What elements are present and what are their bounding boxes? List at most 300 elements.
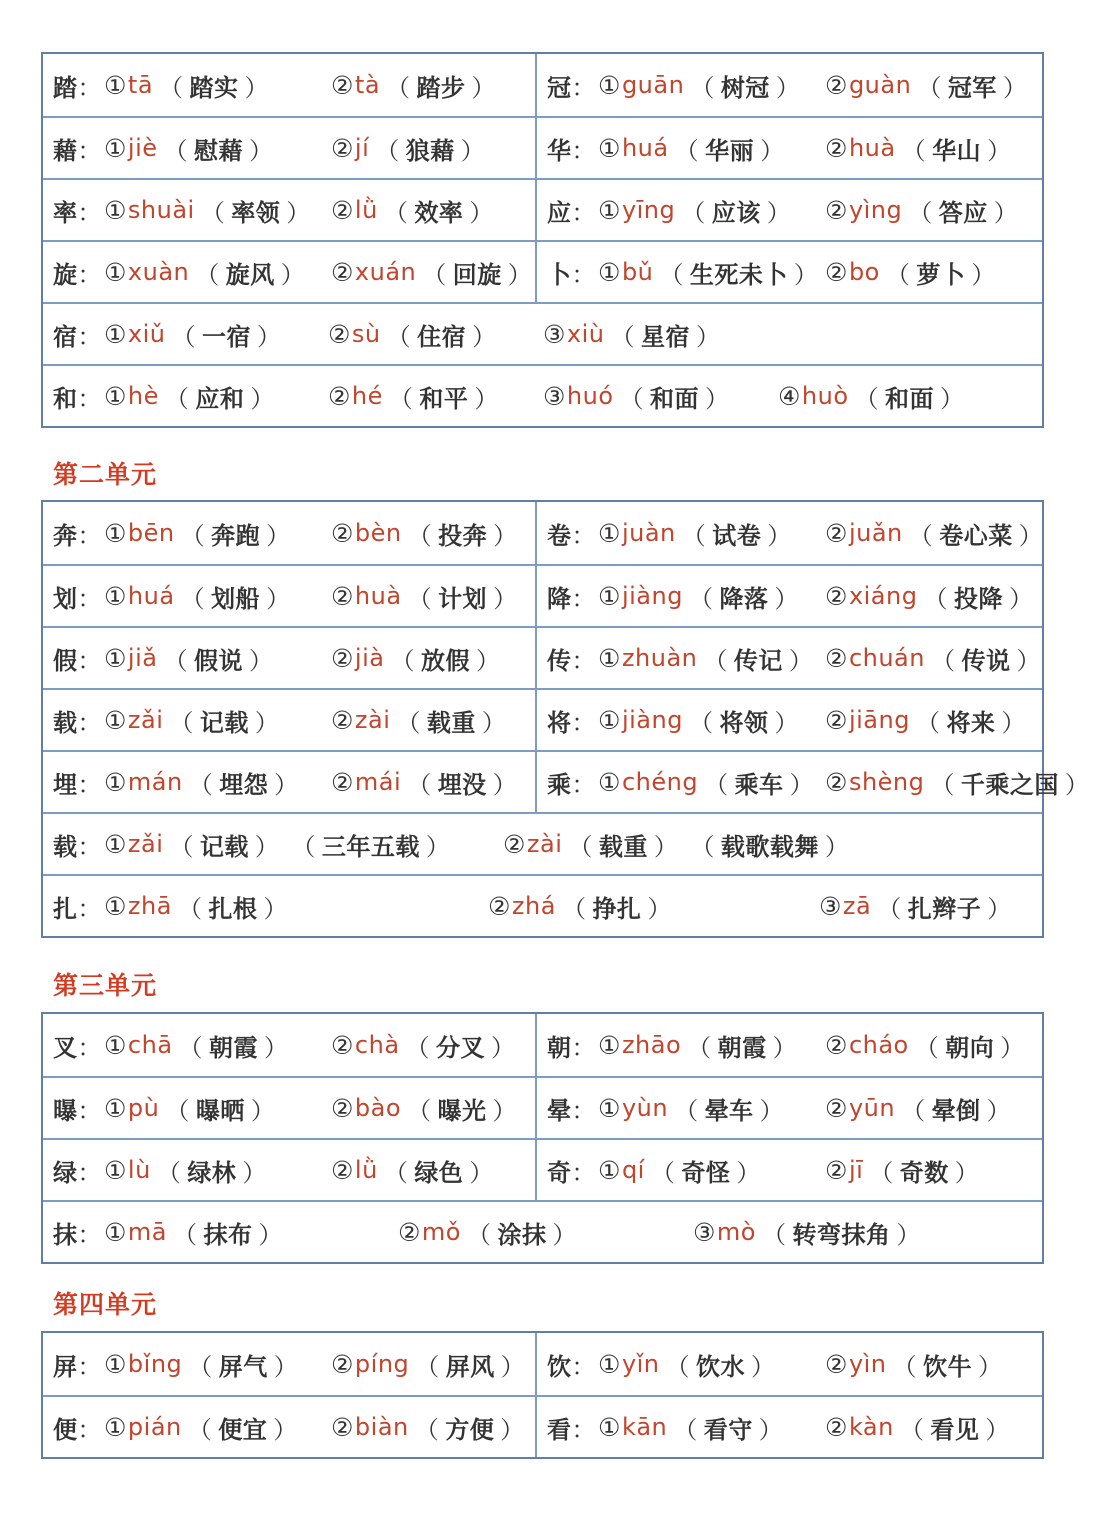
table-row: [43, 178, 1042, 240]
paren-close: ）: [1016, 646, 1041, 675]
paren-open: （: [396, 708, 421, 737]
polyphonic-char: 将: [547, 708, 572, 737]
paren-close: ）: [254, 708, 280, 737]
paren-open: （: [885, 260, 911, 289]
paren-open: （: [923, 584, 948, 613]
paren-open: （: [291, 832, 316, 861]
char-cell: [43, 1140, 535, 1200]
example-word: 绿林: [187, 1158, 237, 1187]
paren-close: ）: [647, 894, 672, 923]
example-word: 涂抹: [497, 1220, 547, 1249]
paren-close: ）: [425, 832, 451, 861]
paren-open: （: [690, 832, 715, 861]
paren-close: ）: [274, 770, 299, 799]
paren-open: （: [869, 1158, 894, 1187]
example-word: 曝光: [437, 1096, 487, 1125]
table-row: [43, 240, 1042, 302]
pinyin: xiáng: [848, 582, 918, 610]
paren-open: （: [173, 1220, 198, 1249]
paren-open: （: [163, 136, 189, 165]
colon: ：: [571, 708, 597, 737]
table-row: [43, 1014, 1042, 1076]
reading-item: [825, 1078, 1017, 1138]
pinyin: huà: [848, 134, 896, 162]
paren-close: ）: [1018, 521, 1044, 550]
reading-number: ②: [825, 257, 848, 287]
example-word: 卷心菜: [939, 521, 1013, 550]
paren-open: （: [414, 1415, 440, 1444]
pinyin: pián: [127, 1413, 182, 1441]
reading-number: ②: [331, 1030, 354, 1060]
pinyin: xuàn: [127, 258, 190, 286]
example-word: 和面: [885, 384, 935, 413]
paren-open: （: [195, 260, 220, 289]
paren-open: （: [156, 1158, 182, 1187]
reading-number: ②: [488, 891, 511, 921]
colon: ：: [571, 136, 597, 165]
reading-number: ②: [825, 1349, 848, 1379]
paren-open: （: [877, 894, 902, 923]
pinyin: zhuàn: [621, 644, 698, 672]
reading-number: ①: [104, 70, 127, 100]
char-cell: [535, 1397, 1042, 1457]
reading-item: [547, 54, 806, 116]
reading-item: [547, 1140, 767, 1200]
reading-item: [331, 628, 506, 688]
paren-close: ）: [280, 260, 306, 289]
pinyin: mái: [354, 768, 402, 796]
example-word: 抹布: [203, 1220, 253, 1249]
reading-number: ①: [104, 705, 127, 735]
example-word: 载重: [426, 708, 476, 737]
paren-open: （: [180, 521, 206, 550]
reading-number: ②: [825, 581, 848, 611]
example-word: 生死未卜: [689, 260, 788, 289]
reading-number: ①: [104, 1155, 127, 1185]
pinyin: zhá: [511, 892, 556, 920]
paren-close: ）: [774, 584, 799, 613]
reading-item: [331, 1140, 500, 1200]
reading-item: [398, 1202, 583, 1262]
colon: ：: [77, 584, 102, 613]
paren-open: （: [180, 584, 206, 613]
paren-close: ）: [273, 1415, 298, 1444]
paren-close: ）: [492, 1096, 518, 1125]
example-word: 记载: [199, 708, 249, 737]
reading-number: ①: [598, 1155, 621, 1185]
pinyin: shèng: [848, 768, 925, 796]
colon: ：: [77, 73, 102, 102]
pinyin: huó: [566, 382, 614, 410]
pinyin: mán: [127, 768, 183, 796]
polyphonic-char: 奇: [547, 1158, 572, 1187]
reading-item: [543, 366, 736, 426]
reading-item: [53, 628, 279, 688]
char-cell: [535, 180, 1042, 240]
paren-close: ）: [705, 384, 730, 413]
paren-open: （: [561, 894, 587, 923]
table-row: [43, 688, 1042, 750]
polyphonic-char: 晕: [547, 1096, 572, 1125]
reading-item: [547, 628, 819, 688]
example-word: 朝向: [945, 1033, 995, 1062]
reading-item: [53, 304, 288, 364]
colon: ：: [77, 1096, 102, 1125]
pinyin: kàn: [848, 1413, 894, 1441]
example-word: 踏步: [416, 73, 466, 102]
example-word: 曝晒: [195, 1096, 245, 1125]
reading-item: [547, 502, 798, 564]
table-row: [43, 812, 1042, 874]
pinyin: lǜ: [354, 1156, 378, 1184]
char-cell: [535, 242, 1042, 302]
example-word: 看见: [930, 1415, 980, 1444]
reading-item: [547, 1014, 803, 1076]
paren-close: ）: [987, 136, 1012, 165]
char-cell: [43, 180, 535, 240]
example-word: 和平: [419, 384, 469, 413]
reading-number: ②: [331, 70, 354, 100]
colon: ：: [77, 521, 102, 550]
polyphonic-char: 看: [547, 1415, 572, 1444]
polyphonic-char: 便: [53, 1415, 78, 1444]
pinyin: mā: [127, 1218, 168, 1246]
reading-number: ③: [693, 1217, 716, 1247]
reading-item: [547, 690, 805, 750]
reading-number: ③: [543, 381, 566, 411]
char-cell: [535, 690, 1042, 750]
example-word: 奇怪: [681, 1158, 731, 1187]
paren-open: （: [687, 1033, 712, 1062]
reading-item: [825, 1140, 985, 1200]
reading-item: [331, 1397, 531, 1457]
paren-open: （: [892, 1352, 918, 1381]
colon: ：: [571, 1096, 597, 1125]
paren-close: ）: [1002, 73, 1028, 102]
paren-close: ）: [987, 894, 1012, 923]
paren-close: ）: [500, 1352, 526, 1381]
reading-number: ②: [331, 767, 354, 797]
example-word: 慰藉: [194, 136, 244, 165]
reading-item: [331, 566, 524, 626]
pinyin: xuán: [354, 258, 417, 286]
reading-item: [331, 752, 523, 812]
example-word: 划船: [211, 584, 261, 613]
pinyin: jí: [354, 134, 370, 162]
paren-open: （: [200, 198, 226, 227]
reading-item: [53, 1397, 304, 1457]
paren-close: ）: [475, 646, 501, 675]
polyphonic-char: 冠: [547, 73, 572, 102]
char-cell: [43, 366, 1042, 426]
paren-close: ）: [242, 1158, 267, 1187]
paren-close: ）: [793, 260, 819, 289]
pinyin: zǎi: [127, 830, 164, 858]
colon: ：: [77, 198, 102, 227]
example-word: 住宿: [417, 322, 467, 351]
reading-item: [53, 54, 275, 116]
reading-number: ①: [598, 195, 621, 225]
char-cell: [43, 1202, 1042, 1262]
example-word: 晕倒: [931, 1096, 981, 1125]
reading-number: ②: [331, 581, 354, 611]
pinyin: juǎn: [848, 519, 903, 547]
pinyin: xiǔ: [127, 320, 166, 348]
reading-item: [547, 242, 824, 302]
reading-item: [53, 180, 317, 240]
reading-item: [825, 690, 1032, 750]
example-word: 奇数: [899, 1158, 949, 1187]
example-word: 屏风: [445, 1352, 495, 1381]
reading-item: [331, 180, 500, 240]
paren-close: ）: [460, 136, 486, 165]
paren-open: （: [187, 1415, 213, 1444]
reading-number: ①: [598, 518, 621, 548]
polyphonic-char: 叉: [53, 1033, 78, 1062]
pinyin: sù: [351, 320, 381, 348]
paren-close: ）: [273, 1352, 299, 1381]
reading-item: [331, 118, 491, 178]
example-word: 便宜: [218, 1415, 268, 1444]
pinyin: guàn: [848, 71, 912, 99]
pinyin: jiǎ: [127, 644, 158, 672]
paren-close: ）: [789, 770, 815, 799]
table-row: [43, 564, 1042, 626]
unit1-table: [41, 52, 1044, 428]
reading-number: ①: [598, 643, 621, 673]
example-word: 载歌载舞: [720, 832, 819, 861]
char-cell: [43, 814, 1042, 874]
table-row: [43, 1395, 1042, 1457]
paren-close: ）: [986, 1096, 1012, 1125]
reading-item: [825, 502, 1049, 564]
colon: ：: [77, 646, 102, 675]
paren-open: （: [930, 646, 956, 675]
example-word: 一宿: [202, 322, 252, 351]
example-word: 绿色: [414, 1158, 464, 1187]
paren-open: （: [165, 1096, 190, 1125]
reading-item: [331, 1333, 531, 1395]
paren-close: ）: [254, 832, 280, 861]
reading-item: [825, 118, 1018, 178]
char-cell: [535, 566, 1042, 626]
pinyin: yīng: [621, 196, 676, 224]
example-word: 记载: [199, 832, 249, 861]
pinyin: zài: [354, 706, 391, 734]
reading-number: ②: [825, 70, 848, 100]
reading-item: [331, 502, 524, 564]
paren-close: ）: [481, 708, 507, 737]
pinyin: yìn: [848, 1350, 887, 1378]
reading-number: ①: [104, 643, 127, 673]
paren-close: ）: [696, 322, 721, 351]
paren-open: （: [568, 832, 593, 861]
char-cell: [535, 1078, 1042, 1138]
char-cell: [535, 1014, 1042, 1076]
paren-close: ）: [263, 894, 288, 923]
example-word: 投奔: [438, 521, 488, 550]
reading-number: ①: [104, 1217, 127, 1247]
example-word: 将领: [719, 708, 769, 737]
paren-close: ）: [1008, 584, 1034, 613]
paren-close: ）: [249, 136, 274, 165]
reading-number: ①: [598, 133, 621, 163]
table-row: [43, 1200, 1042, 1262]
example-word: 饮牛: [923, 1352, 973, 1381]
polyphonic-char: 抹: [53, 1220, 78, 1249]
paren-open: （: [178, 1033, 204, 1062]
reading-item: [53, 752, 305, 812]
pinyin: juàn: [621, 519, 676, 547]
paren-close: ）: [474, 384, 499, 413]
paren-close: ）: [759, 1096, 785, 1125]
reading-item: [547, 1397, 789, 1457]
paren-close: ）: [971, 260, 996, 289]
table-row: [43, 1076, 1042, 1138]
reading-item: [53, 1014, 295, 1076]
pinyin: jiāng: [848, 706, 910, 734]
example-word: 效率: [414, 198, 464, 227]
reading-number: ②: [825, 643, 848, 673]
paren-close: ）: [1001, 708, 1026, 737]
paren-open: （: [688, 708, 714, 737]
reading-number: ②: [331, 705, 354, 735]
reading-item: [547, 118, 791, 178]
reading-number: ③: [819, 891, 842, 921]
example-word: 放假: [420, 646, 470, 675]
paren-close: ）: [469, 198, 494, 227]
example-word: 旋风: [225, 260, 275, 289]
table-row: [43, 626, 1042, 688]
paren-close: ）: [766, 198, 792, 227]
example-word: 率领: [231, 198, 281, 227]
table-row: [43, 1333, 1042, 1395]
reading-number: ①: [104, 518, 127, 548]
pinyin: cháo: [848, 1031, 909, 1059]
reading-item: [825, 54, 1033, 116]
colon: ：: [77, 1415, 102, 1444]
paren-open: （: [674, 136, 700, 165]
paren-close: ）: [264, 1033, 289, 1062]
example-word: 和面: [650, 384, 700, 413]
example-word: 应和: [195, 384, 245, 413]
pinyin: guān: [621, 71, 685, 99]
paren-open: （: [177, 894, 203, 923]
pinyin: bèn: [354, 519, 402, 547]
polyphonic-char: 华: [547, 136, 572, 165]
reading-number: ②: [825, 705, 848, 735]
colon: ：: [77, 136, 102, 165]
reading-item: [819, 876, 1018, 936]
char-cell: [535, 118, 1042, 178]
reading-number: ②: [398, 1217, 421, 1247]
pinyin: yǐn: [621, 1350, 660, 1378]
paren-open: （: [688, 584, 714, 613]
paren-close: ）: [258, 1220, 284, 1249]
pinyin: tā: [127, 71, 154, 99]
paren-open: （: [383, 1158, 409, 1187]
unit4-heading: 第四单元: [53, 1290, 158, 1319]
paren-open: （: [383, 198, 409, 227]
paren-close: ）: [250, 384, 275, 413]
colon: ：: [77, 260, 102, 289]
paren-open: （: [917, 73, 942, 102]
paren-open: （: [690, 73, 715, 102]
pinyin: jī: [848, 1156, 864, 1184]
polyphonic-char: 传: [547, 646, 572, 675]
colon: ：: [77, 1033, 102, 1062]
reading-number: ②: [328, 319, 351, 349]
reading-item: [547, 1333, 782, 1395]
example-word: 树冠: [720, 73, 770, 102]
paren-close: ）: [788, 646, 814, 675]
pinyin: zhā: [127, 892, 172, 920]
colon: ：: [77, 1352, 102, 1381]
paren-open: （: [610, 322, 636, 351]
pinyin: zhāo: [621, 1031, 682, 1059]
polyphonic-char: 奔: [53, 521, 78, 550]
pinyin: pù: [127, 1094, 160, 1122]
char-cell: [43, 304, 1042, 364]
reading-number: ①: [104, 1412, 127, 1442]
paren-open: （: [407, 1096, 432, 1125]
polyphonic-char: 绿: [53, 1158, 78, 1187]
paren-open: （: [854, 384, 880, 413]
reading-item: [53, 814, 456, 874]
char-cell: [43, 690, 535, 750]
paren-open: （: [422, 260, 447, 289]
paren-close: ）: [500, 1415, 525, 1444]
reading-number: ①: [104, 319, 127, 349]
paren-open: （: [665, 1352, 691, 1381]
polyphonic-char: 踏: [53, 73, 78, 102]
char-cell: [43, 54, 535, 116]
example-word: 回旋: [452, 260, 502, 289]
paren-open: （: [188, 770, 214, 799]
char-cell: [43, 502, 535, 564]
paren-close: ）: [257, 322, 282, 351]
colon: ：: [571, 73, 597, 102]
char-cell: [535, 54, 1042, 116]
reading-item: [488, 876, 678, 936]
polyphonic-char: 降: [547, 584, 572, 613]
reading-item: [53, 502, 297, 564]
char-cell: [43, 242, 535, 302]
reading-item: [547, 566, 805, 626]
colon: ：: [571, 521, 597, 550]
reading-number: ①: [598, 767, 621, 797]
pinyin: bào: [354, 1094, 402, 1122]
reading-item: [53, 1078, 281, 1138]
polyphonic-char: 率: [53, 198, 78, 227]
reading-number: ①: [598, 70, 621, 100]
paren-open: （: [159, 73, 184, 102]
pinyin: mǒ: [421, 1218, 461, 1246]
colon: ：: [571, 1415, 597, 1444]
paren-open: （: [619, 384, 645, 413]
pinyin: huò: [801, 382, 849, 410]
reading-number: ①: [598, 1412, 621, 1442]
paren-close: ）: [774, 708, 799, 737]
colon: ：: [571, 1352, 597, 1381]
example-word: 看守: [703, 1415, 753, 1444]
example-word: 千乘之国: [960, 770, 1059, 799]
reading-number: ①: [104, 1349, 127, 1379]
reading-number: ①: [104, 891, 127, 921]
paren-close: ）: [736, 1158, 761, 1187]
example-word: 答应: [938, 198, 988, 227]
paren-open: （: [415, 1352, 440, 1381]
